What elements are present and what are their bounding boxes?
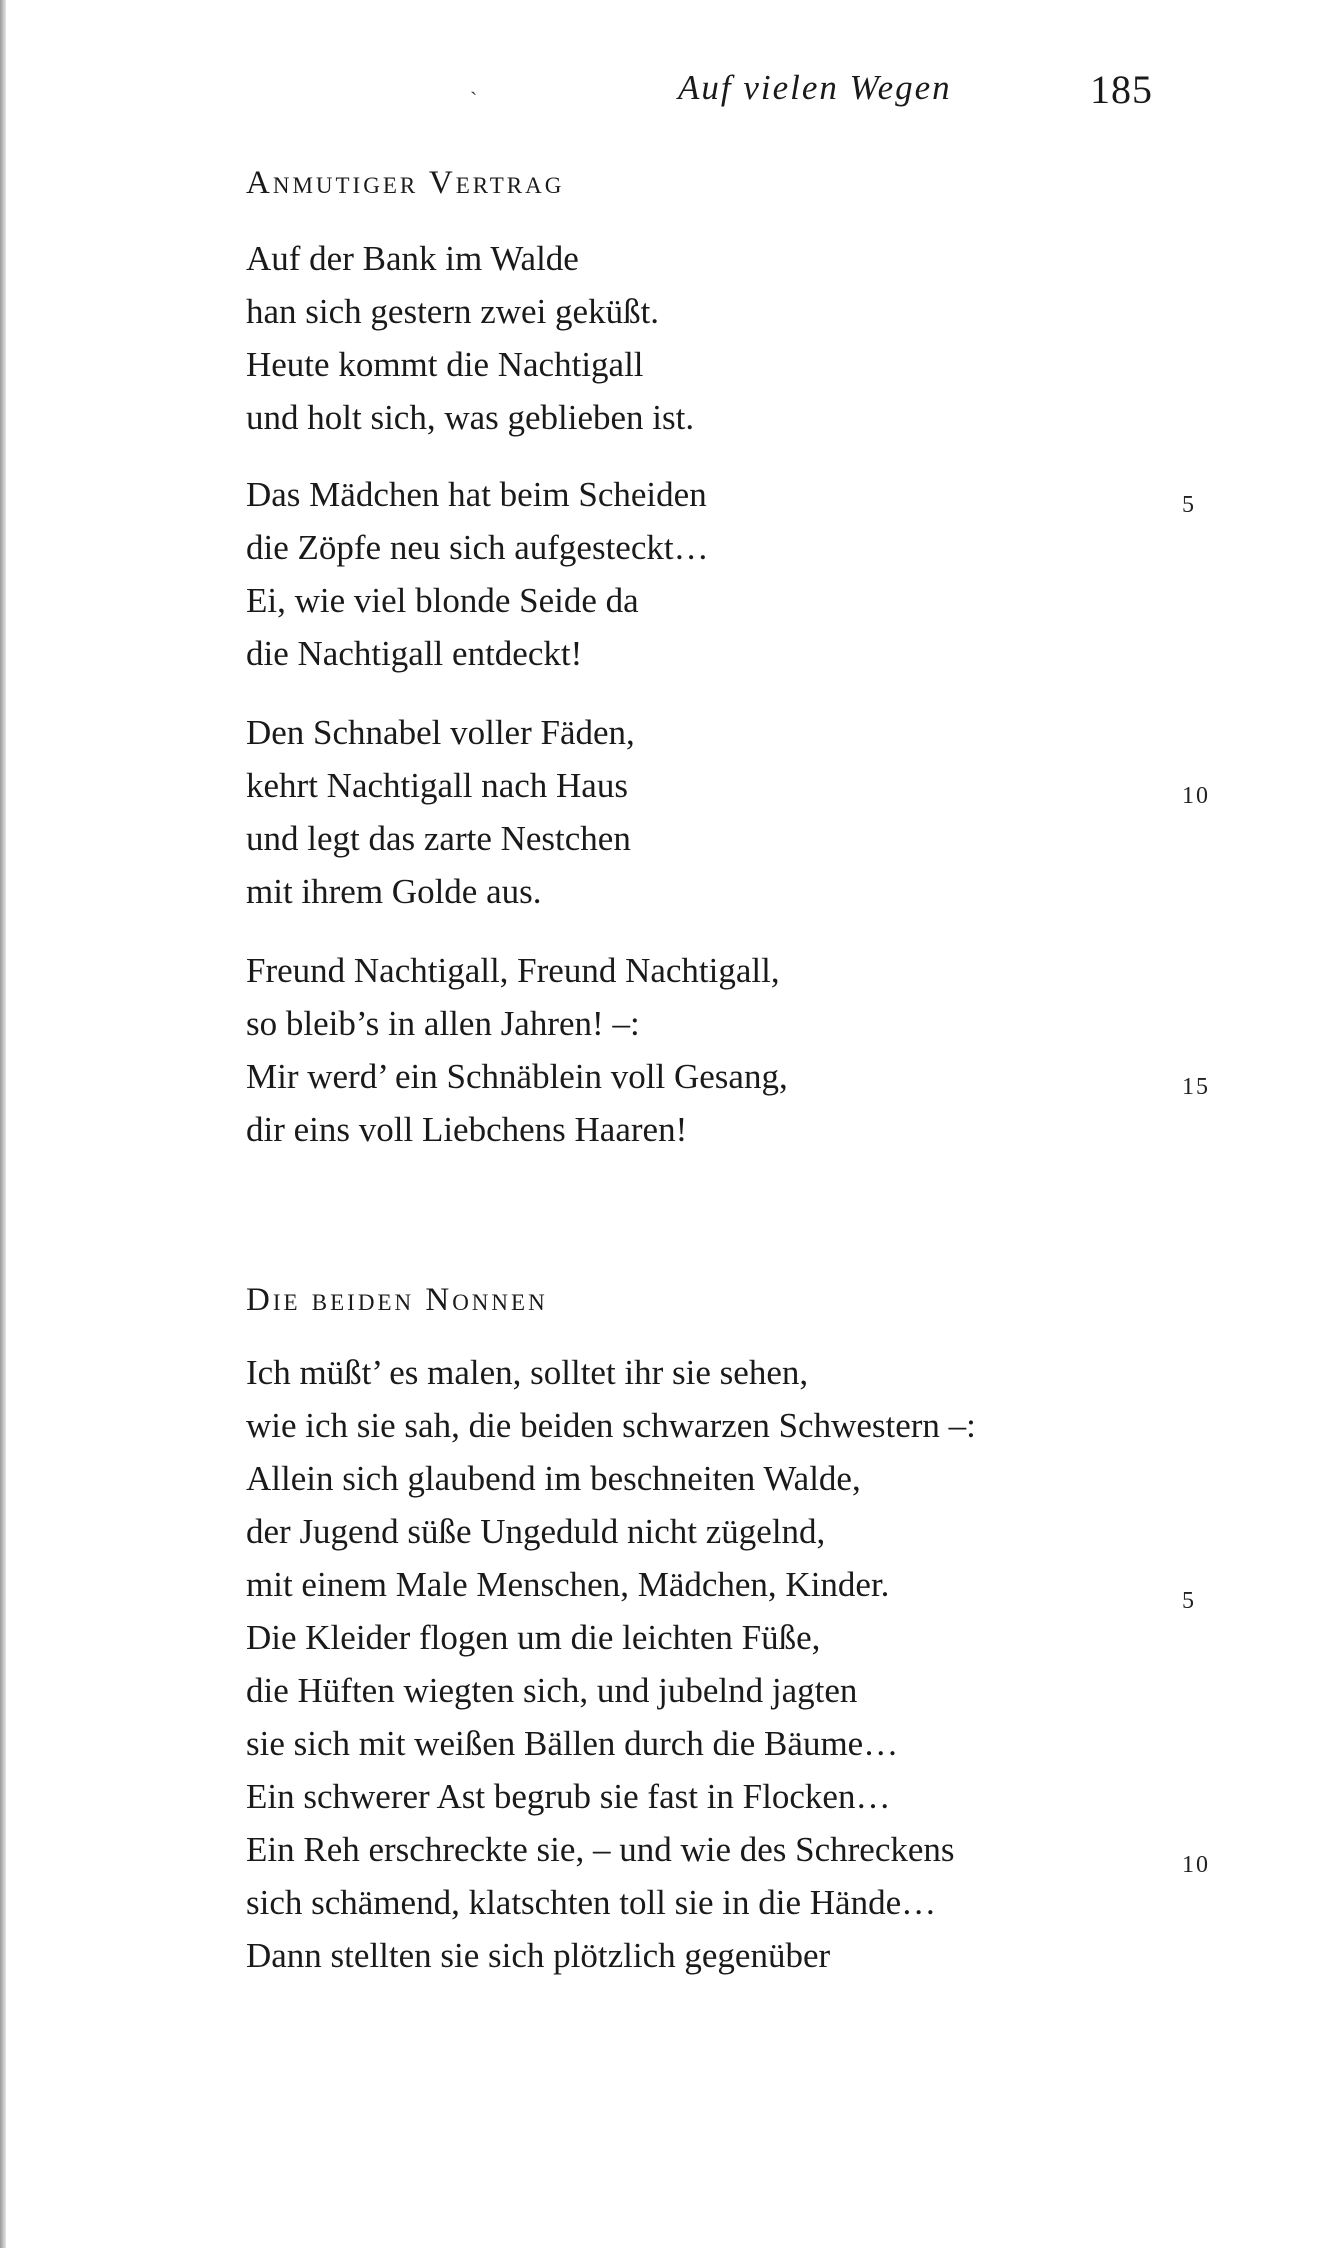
running-head-title: Auf vielen Wegen (678, 68, 952, 107)
verse-line: wie ich sie sah, die beiden schwarzen Schwestern –: (246, 1406, 976, 1445)
verse-line: Den Schnabel voller Fäden, (246, 713, 635, 752)
verse-line: Dann stellten sie sich plötzlich gegenüber (246, 1936, 831, 1975)
verse-line: sie sich mit weißen Bällen durch die Bäume… (246, 1724, 899, 1763)
verse-line: Mir werd’ ein Schnäblein voll Gesang, (246, 1057, 788, 1096)
line-number: 10 (1182, 1852, 1210, 1878)
verse-line: Auf der Bank im Walde (246, 239, 579, 278)
verse-line: der Jugend süße Ungeduld nicht zügelnd, (246, 1512, 826, 1551)
verse-line: han sich gestern zwei geküßt. (246, 292, 660, 331)
verse-line: Das Mädchen hat beim Scheiden (246, 475, 707, 514)
running-head-mark: ˏ (470, 70, 478, 95)
scan-edge (0, 0, 6, 2248)
verse-line: Die Kleider flogen um die leichten Füße, (246, 1618, 821, 1657)
verse-line: kehrt Nachtigall nach Haus (246, 766, 628, 805)
poem-title: Anmutiger Vertrag (246, 165, 565, 201)
line-number: 5 (1182, 1588, 1196, 1614)
line-number: 15 (1182, 1074, 1210, 1100)
verse-line: Freund Nachtigall, Freund Nachtigall, (246, 951, 780, 990)
verse-line: dir eins voll Liebchens Haaren! (246, 1110, 688, 1149)
stanza (246, 232, 694, 444)
stanza (246, 706, 635, 918)
verse-line: Allein sich glaubend im beschneiten Walde, (246, 1459, 861, 1498)
verse-line: die Hüften wiegten sich, und jubelnd jagten (246, 1671, 858, 1710)
verse-line: mit ihrem Golde aus. (246, 872, 542, 911)
verse-line: und holt sich, was geblieben ist. (246, 398, 695, 437)
line-number: 5 (1182, 492, 1196, 518)
verse-line: Ein Reh erschreckte sie, – und wie des Schreckens (246, 1830, 955, 1869)
verse-line: die Nachtigall entdeckt! (246, 634, 583, 673)
verse-line: Heute kommt die Nachtigall (246, 345, 644, 384)
verse-line: Ei, wie viel blonde Seide da (246, 581, 639, 620)
verse-line: so bleib’s in allen Jahren! –: (246, 1004, 640, 1043)
verse-line: mit einem Male Menschen, Mädchen, Kinder. (246, 1565, 890, 1604)
stanza (246, 468, 709, 680)
page-number: 185 (1090, 67, 1153, 112)
line-number: 10 (1182, 783, 1210, 809)
stanza (246, 1346, 976, 1982)
verse-line: Ein schwerer Ast begrub sie fast in Flocken… (246, 1777, 891, 1816)
verse-line: und legt das zarte Nestchen (246, 819, 631, 858)
verse-line: Ich müßt’ es malen, solltet ihr sie sehen, (246, 1353, 809, 1392)
stanza (246, 944, 788, 1156)
verse-line: sich schämend, klatschten toll sie in die Hände… (246, 1883, 937, 1922)
poem-title: Die beiden Nonnen (246, 1282, 548, 1318)
verse-line: die Zöpfe neu sich aufgesteckt… (246, 528, 709, 567)
